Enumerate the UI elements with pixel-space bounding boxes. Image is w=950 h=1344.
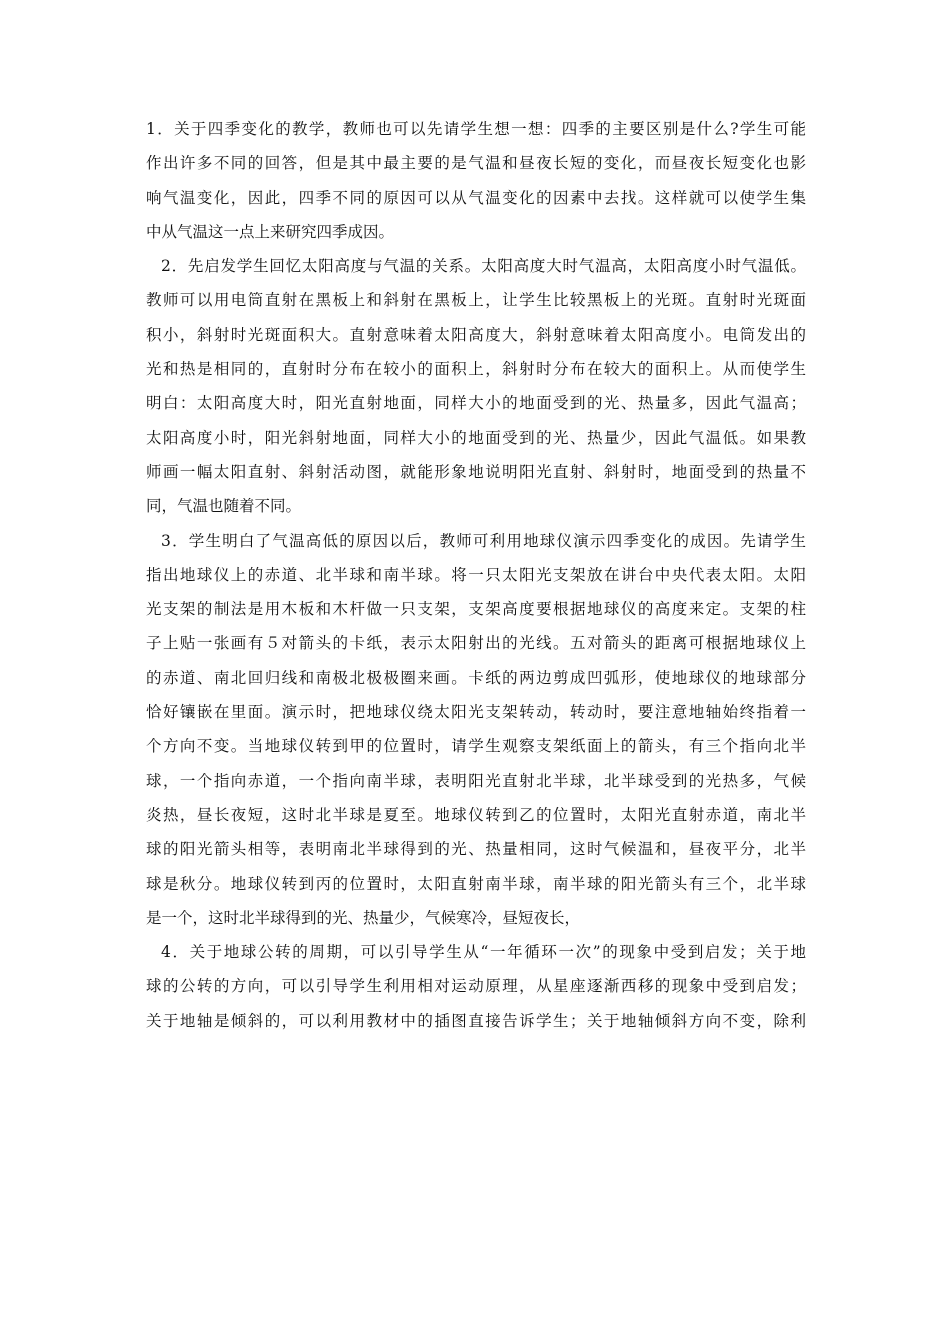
text-line: 的赤道、南北回归线和南极北极极圈来画。卡纸的两边剪成凹弧形，使地球仪的地球部分 bbox=[146, 668, 806, 687]
text-line: 明白：太阳高度大时，阳光直射地面，同样大小的地面受到的光、热量多，因此气温高； bbox=[146, 394, 806, 413]
text-line: 光支架的制法是用木板和木杆做一只支架，支架高度要根据地球仪的高度来定。支架的柱 bbox=[146, 600, 806, 619]
text-line: 关于地轴是倾斜的，可以利用教材中的插图直接告诉学生；关于地轴倾斜方向不变，除利 bbox=[146, 1011, 806, 1030]
text-line: 教师可以用电筒直射在黑板上和斜射在黑板上，让学生比较黑板上的光斑。直射时光斑面 bbox=[146, 291, 806, 310]
document-body bbox=[146, 112, 806, 1038]
text-line: 响气温变化，因此，四季不同的原因可以从气温变化的因素中去找。这样就可以使学生集 bbox=[146, 188, 806, 207]
text-line: 作出许多不同的回答，但是其中最主要的是气温和昼夜长短的变化，而昼夜长短变化也影 bbox=[146, 154, 806, 173]
paragraph-2 bbox=[146, 249, 806, 523]
text-line: 3．学生明白了气温高低的原因以后，教师可利用地球仪演示四季变化的成因。先请学生 bbox=[161, 531, 806, 550]
text-line: 太阳高度小时，阳光斜射地面，同样大小的地面受到的光、热量少，因此气温低。如果教 bbox=[146, 428, 806, 447]
text-line: 4．关于地球公转的周期，可以引导学生从“一年循环一次”的现象中受到启发；关于地 bbox=[161, 943, 806, 962]
text-line: 同，气温也随着不同。 bbox=[146, 497, 302, 516]
text-line: 球是秋分。地球仪转到丙的位置时，太阳直射南半球，南半球的阳光箭头有三个，北半球 bbox=[146, 874, 806, 893]
text-line: 2．先启发学生回忆太阳高度与气温的关系。太阳高度大时气温高，太阳高度小时气温低。 bbox=[161, 257, 806, 276]
paragraph-1 bbox=[146, 112, 806, 249]
text-line: 个方向不变。当地球仪转到甲的位置时，请学生观察支架纸面上的箭头，有三个指向北半 bbox=[146, 737, 806, 756]
paragraph-4 bbox=[146, 935, 806, 1038]
text-line: 指出地球仪上的赤道、北半球和南半球。将一只太阳光支架放在讲台中央代表太阳。太阳 bbox=[146, 565, 806, 584]
text-line: 积小，斜射时光斑面积大。直射意味着太阳高度大，斜射意味着太阳高度小。电筒发出的 bbox=[146, 325, 806, 344]
text-line: 恰好镶嵌在里面。演示时，把地球仪绕太阳光支架转动，转动时，要注意地轴始终指着一 bbox=[146, 703, 806, 722]
text-line: 1．关于四季变化的教学，教师也可以先请学生想一想：四季的主要区别是什么?学生可能 bbox=[146, 120, 806, 138]
paragraph-3 bbox=[146, 524, 806, 936]
text-line: 是一个，这时北半球得到的光、热量少，气候寒冷，昼短夜长， bbox=[146, 908, 581, 927]
text-line: 炎热，昼长夜短，这时北半球是夏至。地球仪转到乙的位置时，太阳光直射赤道，南北半 bbox=[146, 805, 806, 824]
text-line: 光和热是相同的，直射时分布在较小的面积上，斜射时分布在较大的面积上。从而使学生 bbox=[146, 360, 806, 379]
text-line: 中从气温这一点上来研究四季成因。 bbox=[146, 222, 395, 241]
text-line: 球的公转的方向，可以引导学生利用相对运动原理，从星座逐渐西移的现象中受到启发； bbox=[146, 977, 806, 996]
text-line: 球的阳光箭头相等，表明南北半球得到的光、热量相同，这时气候温和，昼夜平分，北半 bbox=[146, 840, 806, 859]
text-line: 师画一幅太阳直射、斜射活动图，就能形象地说明阳光直射、斜射时，地面受到的热量不 bbox=[146, 462, 806, 481]
text-line: 球，一个指向赤道，一个指向南半球，表明阳光直射北半球，北半球受到的光热多，气候 bbox=[146, 771, 806, 790]
text-line: 子上贴一张画有５对箭头的卡纸，表示太阳射出的光线。五对箭头的距离可根据地球仪上 bbox=[146, 634, 806, 653]
